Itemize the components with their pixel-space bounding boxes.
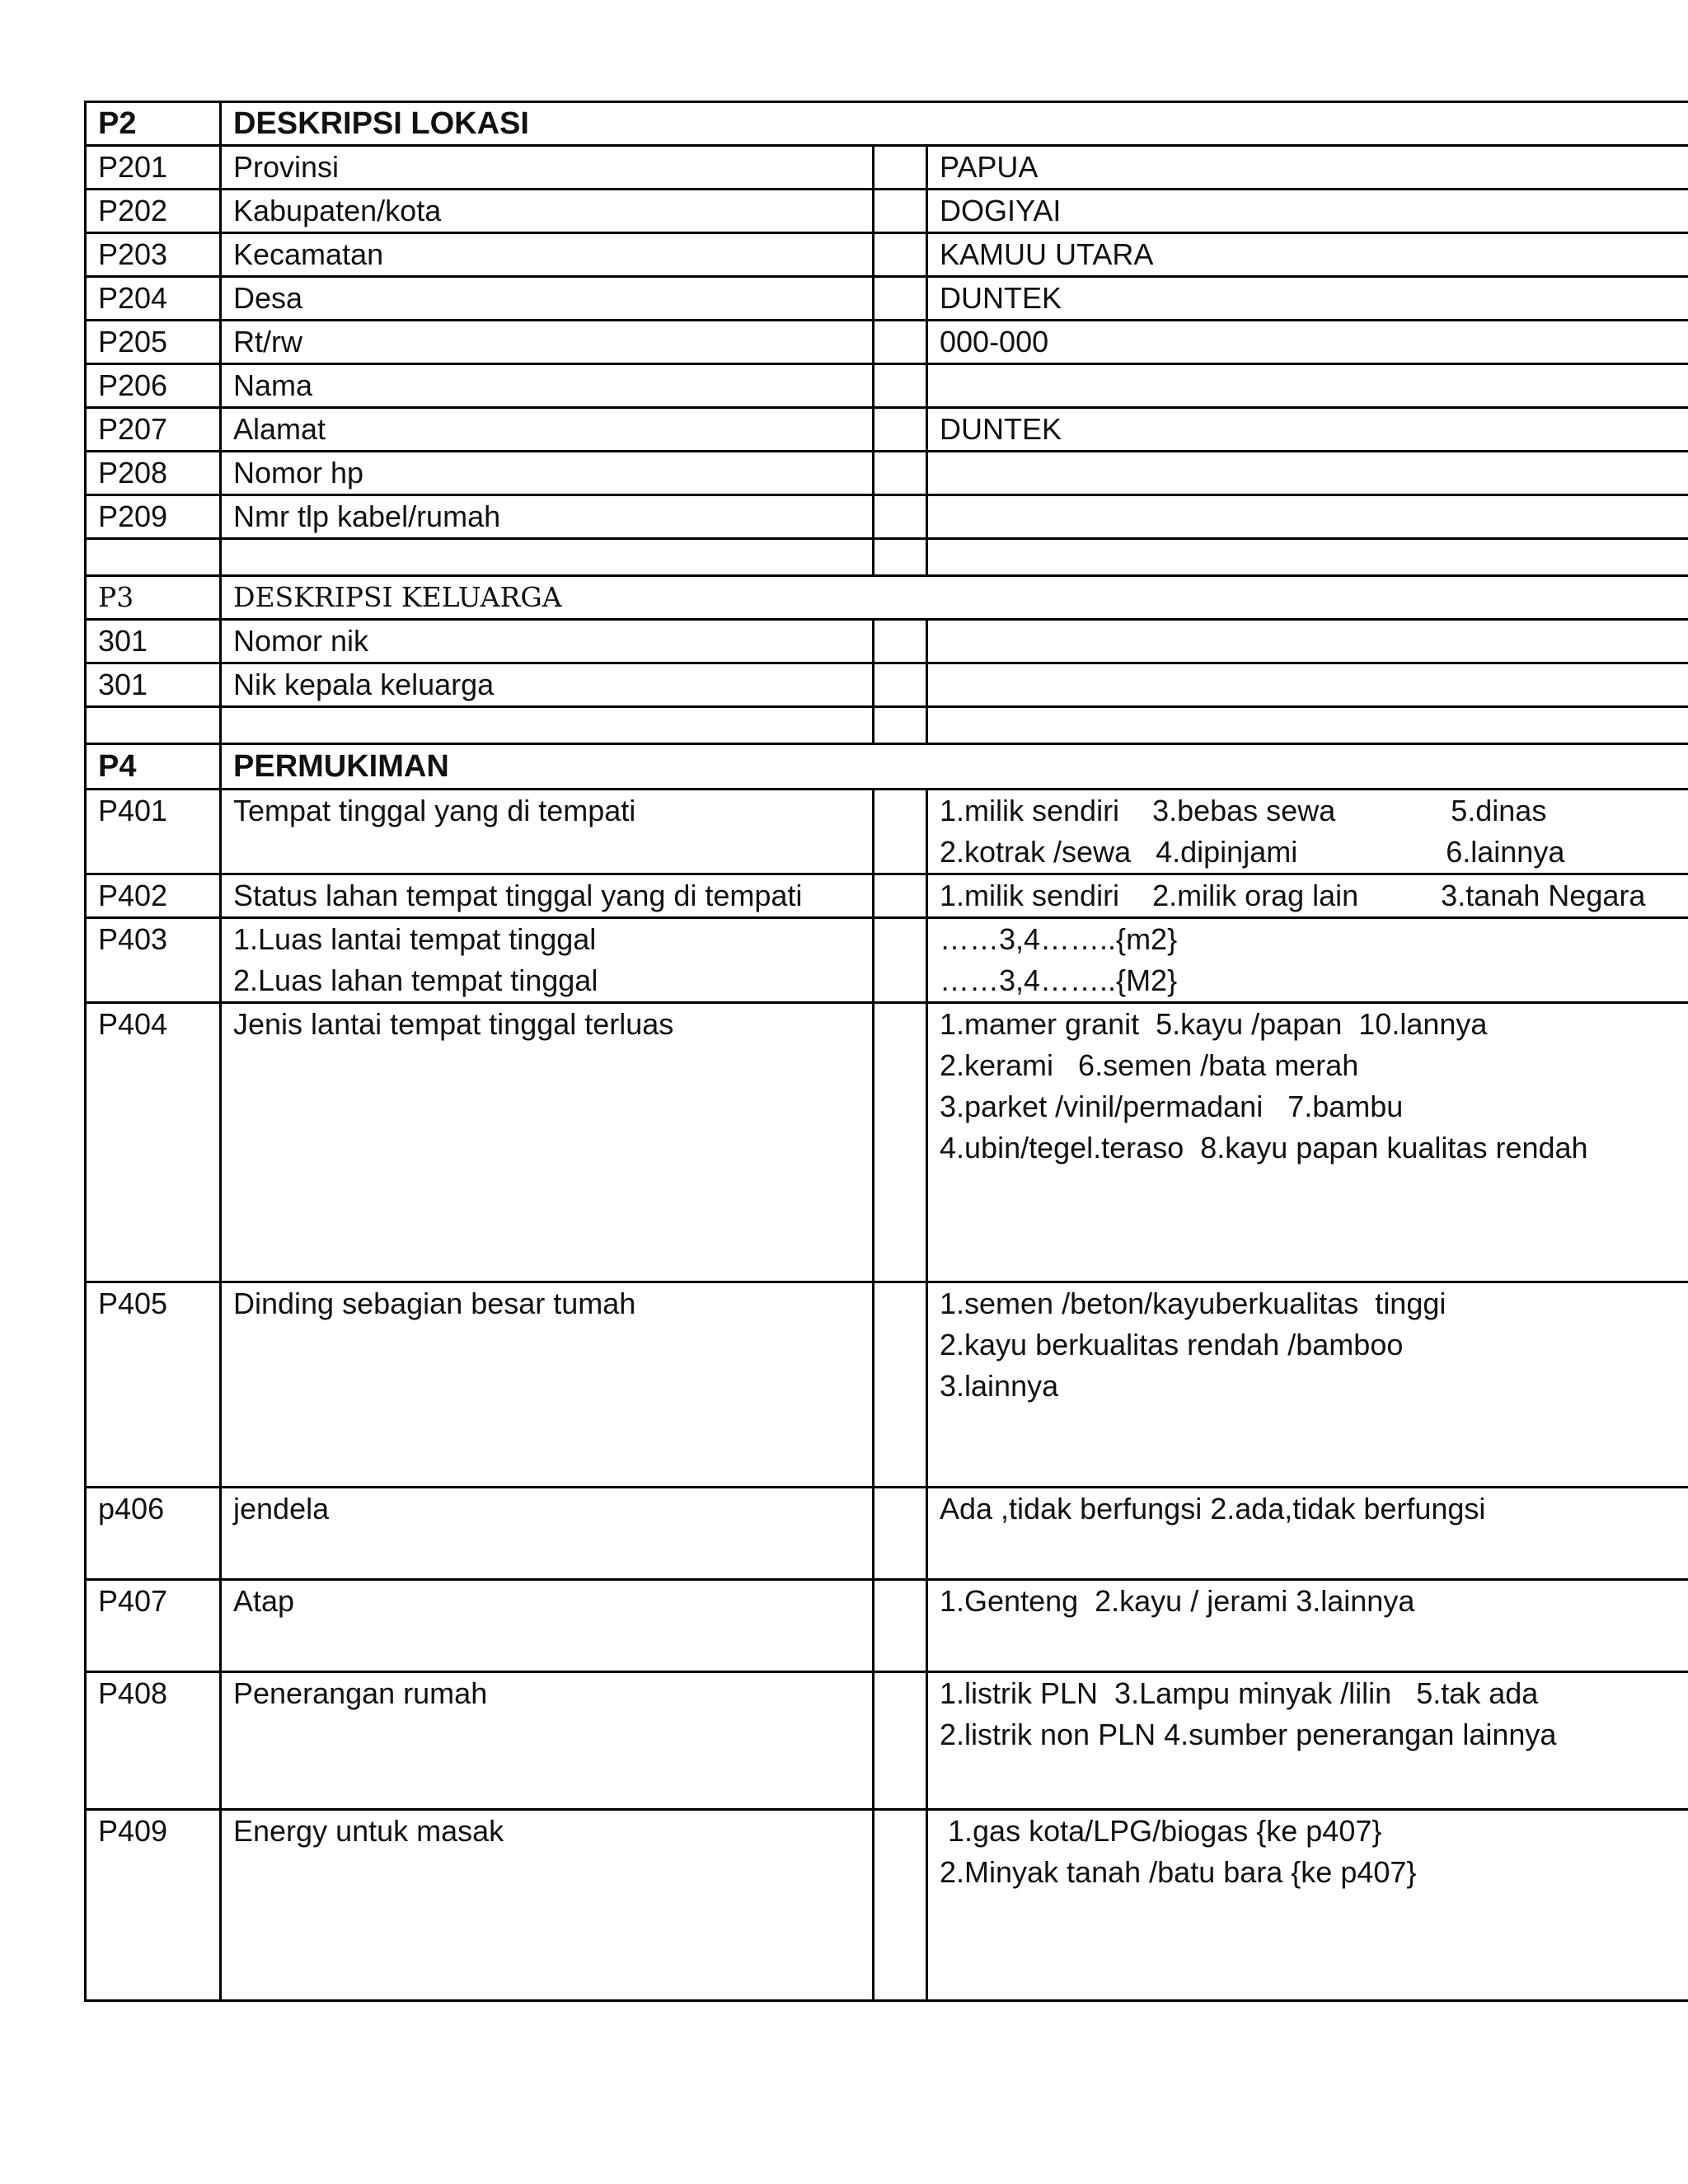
row-code: P203 [86,233,221,277]
row-value[interactable]: DUNTEK [927,408,1688,452]
row-label: Nomor nik [221,620,874,663]
row-value[interactable]: 000-000 [927,321,1688,364]
table-row [86,1580,1688,1672]
row-value[interactable] [927,495,1688,539]
row-value[interactable]: KAMUU UTARA [927,233,1688,277]
option-line: 2.kotrak /sewa 4.dipinjami 6.lainnya [940,835,1565,869]
row-value[interactable]: DOGIYAI [927,190,1688,233]
table-row [86,918,1688,1003]
option-line: 1.semen /beton/kayuberkualitas tinggi [940,1286,1447,1320]
row-options[interactable] [927,1810,1688,2001]
section-code: P3 [86,576,221,620]
label-line: Energy untuk masak [233,1814,504,1848]
blank-cell [86,707,221,744]
row-marker-cell[interactable] [874,874,927,918]
row-code: P209 [86,495,221,539]
row-code: P206 [86,364,221,408]
row-code: P409 [86,1810,221,2001]
table-row [86,495,1688,539]
table-row [86,663,1688,707]
table-row [86,452,1688,495]
section-title: DESKRIPSI LOKASI [221,102,1688,146]
survey-form-table [84,101,1688,2002]
option-line: 2.kerami 6.semen /bata merah [940,1048,1359,1082]
row-label: Nik kepala keluarga [221,663,874,707]
row-label [221,874,874,918]
table-row [86,1282,1688,1488]
table-row [86,1672,1688,1810]
blank-cell [874,539,927,576]
row-marker-cell[interactable] [874,918,927,1003]
row-label: Nomor hp [221,452,874,495]
row-value[interactable]: PAPUA [927,146,1688,190]
row-marker-cell[interactable] [874,1580,927,1672]
section-title: DESKRIPSI KELUARGA [221,576,1688,620]
row-label [221,1672,874,1810]
row-label [221,1810,874,2001]
row-marker-cell[interactable] [874,1810,927,2001]
row-label: Desa [221,277,874,321]
row-marker-cell[interactable] [874,1003,927,1282]
row-value[interactable] [927,364,1688,408]
row-code: 301 [86,663,221,707]
table-row [86,364,1688,408]
table-row [86,408,1688,452]
table-row [86,620,1688,663]
table-row [86,1488,1688,1580]
blank-cell [874,707,927,744]
row-code: P403 [86,918,221,1003]
table-row [86,146,1688,190]
blank-cell [221,539,874,576]
section-header-p3 [86,576,1688,620]
row-marker-cell[interactable] [874,790,927,874]
label-line: 2.Luas lahan tempat tinggal [233,963,598,997]
row-code: p406 [86,1488,221,1580]
table-row [86,321,1688,364]
option-line: 2.listrik non PLN 4.sumber penerangan lainnya [940,1718,1557,1751]
row-label: Rt/rw [221,321,874,364]
option-line: 2.Minyak tanah /batu bara {ke p407} [940,1855,1417,1889]
blank-row [86,539,1688,576]
row-label: Kabupaten/kota [221,190,874,233]
row-code: P208 [86,452,221,495]
row-marker-cell[interactable] [874,1672,927,1810]
row-code: P401 [86,790,221,874]
blank-cell [927,707,1688,744]
row-options[interactable] [927,1488,1688,1580]
row-label: Nmr tlp kabel/rumah [221,495,874,539]
row-marker-cell[interactable] [874,364,927,408]
label-line: Dinding sebagian besar tumah [233,1286,636,1320]
row-marker-cell[interactable] [874,1282,927,1488]
row-label [221,1282,874,1488]
row-options[interactable] [927,790,1688,874]
row-label [221,790,874,874]
row-options[interactable] [927,1580,1688,1672]
row-value[interactable] [927,620,1688,663]
table-row [86,277,1688,321]
option-line: 1.listrik PLN 3.Lampu minyak /lilin 5.tak ada [940,1676,1539,1710]
blank-cell [86,539,221,576]
row-code: P202 [86,190,221,233]
row-code: P405 [86,1282,221,1488]
option-line: 3.lainnya [940,1369,1059,1403]
blank-cell [927,539,1688,576]
row-options[interactable] [927,874,1688,918]
row-code: P404 [86,1003,221,1282]
row-code: 301 [86,620,221,663]
row-code: P402 [86,874,221,918]
row-marker-cell[interactable] [874,620,927,663]
row-options[interactable] [927,1003,1688,1282]
row-marker-cell[interactable] [874,495,927,539]
row-marker-cell[interactable] [874,277,927,321]
row-options[interactable] [927,1282,1688,1488]
row-label [221,1580,874,1672]
row-marker-cell[interactable] [874,233,927,277]
label-line: 1.Luas lantai tempat tinggal [233,922,597,956]
option-line: 3.parket /vinil/permadani 7.bambu [940,1090,1404,1123]
label-line: Tempat tinggal yang di tempati [233,794,636,827]
row-label [221,918,874,1003]
row-value[interactable] [927,452,1688,495]
row-label: Alamat [221,408,874,452]
section-header-p4 [86,744,1688,790]
blank-cell [221,707,874,744]
row-options[interactable] [927,1672,1688,1810]
label-line: jendela [233,1492,330,1526]
label-line: Penerangan rumah [233,1676,488,1710]
row-label [221,1488,874,1580]
option-line: ……3,4……..{M2} [940,963,1178,997]
row-marker-cell[interactable] [874,190,927,233]
section-header-p2 [86,102,1688,146]
table-row [86,790,1688,874]
row-marker-cell[interactable] [874,452,927,495]
row-marker-cell[interactable] [874,1488,927,1580]
row-marker-cell[interactable] [874,146,927,190]
row-options[interactable] [927,918,1688,1003]
option-line: 1.Genteng 2.kayu / jerami 3.lainnya [940,1584,1415,1618]
row-marker-cell[interactable] [874,663,927,707]
row-label: Provinsi [221,146,874,190]
row-marker-cell[interactable] [874,408,927,452]
option-line: 2.kayu berkualitas rendah /bamboo [940,1328,1404,1361]
option-line: 1.gas kota/LPG/biogas {ke p407} [940,1814,1382,1848]
row-label: Kecamatan [221,233,874,277]
table-row [86,1003,1688,1282]
section-title: PERMUKIMAN [221,744,1688,790]
option-line: 1.milik sendiri 2.milik orag lain 3.tanah Negara [940,879,1646,912]
row-value[interactable] [927,663,1688,707]
row-label: Nama [221,364,874,408]
section-code: P4 [86,744,221,790]
table-row [86,233,1688,277]
option-line: 1.mamer granit 5.kayu /papan 10.lannya [940,1007,1488,1041]
row-marker-cell[interactable] [874,321,927,364]
option-line: 4.ubin/tegel.teraso 8.kayu papan kualitas rendah [940,1131,1588,1165]
blank-row [86,707,1688,744]
table-row [86,1810,1688,2001]
option-line: ……3,4……..{m2} [940,922,1178,956]
label-line: Status lahan tempat tinggal yang di tempati [233,879,803,912]
option-line: 1.milik sendiri 3.bebas sewa 5.dinas [940,794,1547,827]
row-value[interactable]: DUNTEK [927,277,1688,321]
table-row [86,874,1688,918]
row-code: P207 [86,408,221,452]
row-code: P407 [86,1580,221,1672]
label-line: Jenis lantai tempat tinggal terluas [233,1007,674,1041]
section-code: P2 [86,102,221,146]
label-line: Atap [233,1584,295,1618]
row-code: P201 [86,146,221,190]
table-row [86,190,1688,233]
row-code: P205 [86,321,221,364]
row-label [221,1003,874,1282]
row-code: P204 [86,277,221,321]
option-line: Ada ,tidak berfungsi 2.ada,tidak berfungsi [940,1492,1486,1526]
row-code: P408 [86,1672,221,1810]
